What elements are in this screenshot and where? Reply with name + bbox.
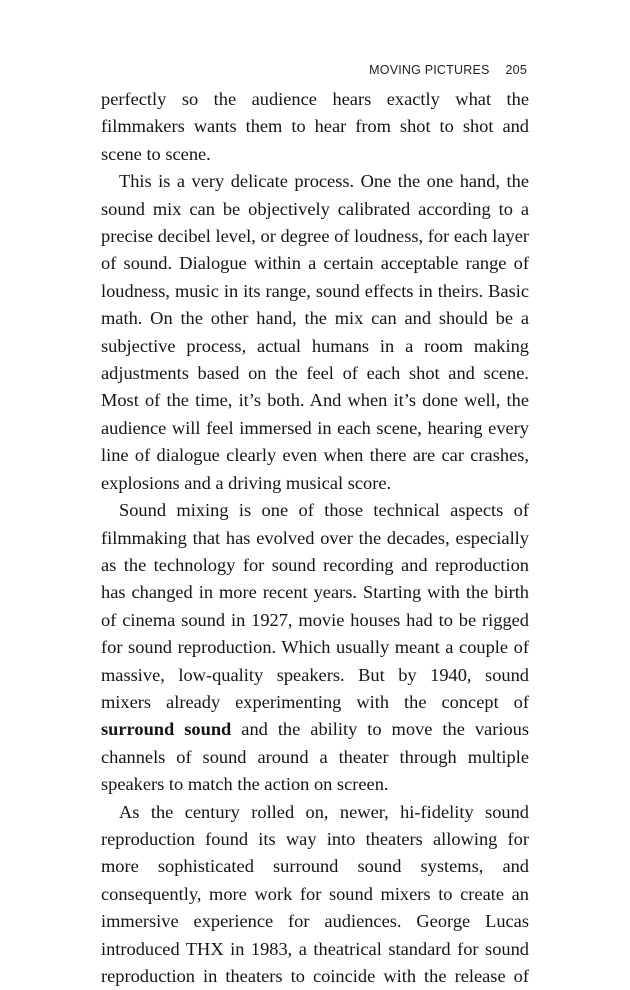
page-number: 205 [505,63,527,77]
paragraph-3-text-before: Sound mixing is one of those technical aspects of filmmaking that has evolved over the decades, especially as the technology for sound recording and reproduction has changed in more recent years. Starting with the birth of cinema sound in 1927, movie houses had to be rigged for sound reproduction. Which usually meant a couple of massive, low-quality speakers. But by 1940, sound mixers already experimenting with the concept of [101,500,529,712]
body-text [101,86,529,990]
paragraph-4: As the century rolled on, newer, hi-fidelity sound reproduction found its way into theaters allowing for more sophisticated surround sound systems, and consequently, more work for sound mixers to create an immersive experience for audiences. George Lucas introduced THX in 1983, a theatrical standard for sound reproduction in theaters to coincide with the release of [101,801,529,986]
paragraph-3 [101,497,529,798]
paragraph-3-text-after: and the ability to move the various channels of sound around a theater through multiple speakers to match the action on screen. [101,719,529,795]
bold-term-surround-sound: surround sound [101,719,232,740]
running-head [369,63,527,77]
paragraph-2: This is a very delicate process. One the one hand, the sound mix can be objectively calibrated according to a precise decibel level, or degree of loudness, for each layer of sound. Dialogue within a certain acceptable range of loudness, music in its range, sound effects in theirs. Basic math. On the other hand, the mix can and should be a subjective process, actual humans in a room making adjustments based on the feel of each shot and scene. Most of the time, it’s both. And when it’s done well, the audience will feel immersed in each scene, hearing every line of dialogue clearly even when there are car crashes, explosions and a driving musical score. [101,171,529,493]
running-head-title: MOVING PICTURES [369,63,490,77]
paragraph-1: perfectly so the audience hears exactly what the filmmakers wants them to hear from shot to shot and scene to scene. [101,89,529,164]
